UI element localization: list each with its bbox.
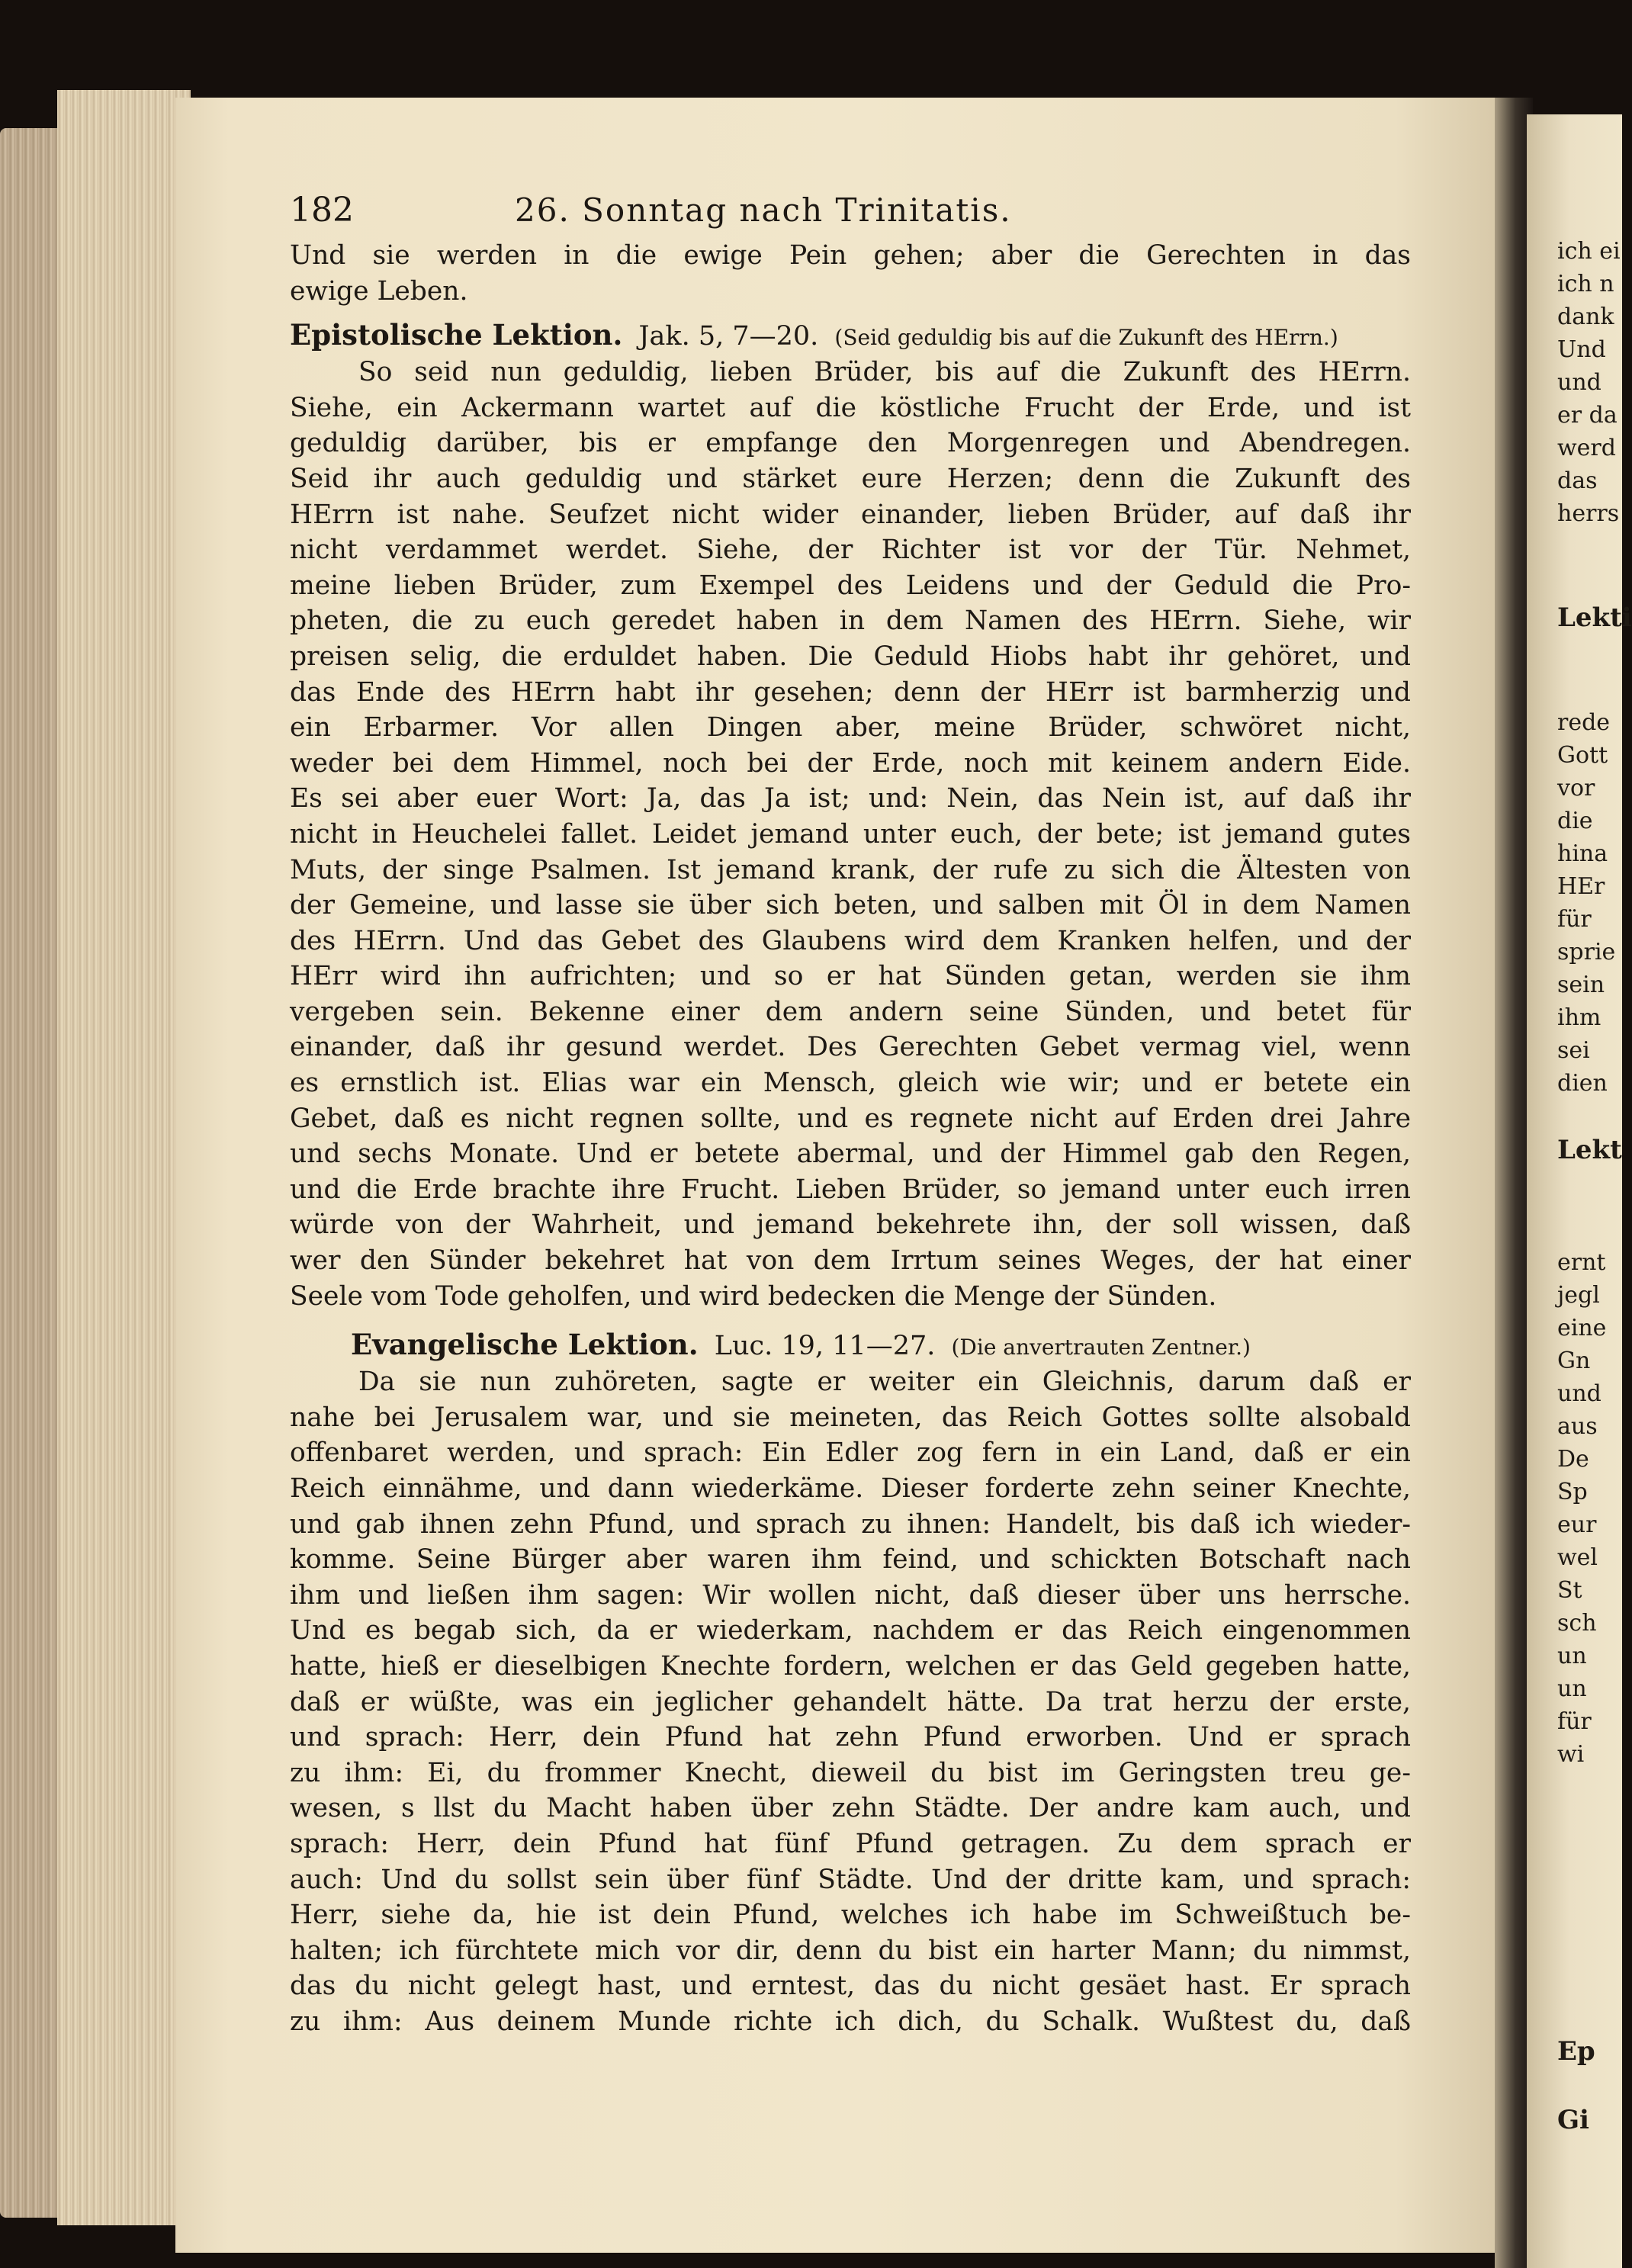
running-title: 26. Sonntag nach Trinitatis. — [515, 191, 1012, 229]
right-page-fragment: sch — [1557, 1610, 1597, 1637]
page-number: 182 — [290, 191, 354, 230]
right-page-fragment: eur — [1557, 1511, 1597, 1538]
text-line: Gebet, daß es nicht regnen sollte, und es regnete nicht auf Erden drei Jahre — [290, 1103, 1411, 1134]
right-page-fragment: das — [1557, 467, 1598, 494]
text-line: Herr, siehe da, hie ist dein Pfund, welches ich habe im Schweißtuch be- — [290, 1900, 1411, 1931]
text-line: hatte, hieß er dieselbigen Knechte fordern, welchen er das Geld gegeben hatte, — [290, 1650, 1411, 1682]
right-page-fragment: Gott — [1557, 742, 1608, 769]
text-line: Da sie nun zuhöreten, sagte er weiter ein Gleichnis, darum daß er — [358, 1367, 1411, 1398]
gospel-reference: Luc. 19, 11—27. — [714, 1331, 936, 1362]
right-page-heading-fragment: Gi — [1557, 2105, 1589, 2135]
text-line: Reich einnähme, und dann wiederkäme. Dieser forderte zehn seiner Knechte, — [290, 1473, 1411, 1504]
epistle-topic: (Seid geduldig bis auf die Zukunft des HErrn.) — [834, 325, 1338, 351]
text-line: auch: Und du sollst sein über fünf Städte. Und der dritte kam, und sprach: — [290, 1864, 1411, 1895]
gospel-text — [290, 1364, 1411, 2039]
epistle-text — [290, 355, 1411, 1314]
text-line: Und es begab sich, da er wiederkam, nachdem er das Reich eingenommen — [290, 1615, 1411, 1646]
text-line: nicht verdammet werdet. Siehe, der Richter ist vor der Tür. Nehmet, — [290, 535, 1411, 566]
right-page-fragment: sprie — [1557, 939, 1616, 965]
text-line: weder bei dem Himmel, noch bei der Erde, noch mit keinem andern Eide. — [290, 747, 1411, 779]
epistle-title: Epistolische Lektion. — [290, 318, 623, 352]
right-page — [1527, 114, 1632, 2268]
right-page-fragment: sein — [1557, 972, 1605, 998]
text-line: sprach: Herr, dein Pfund hat fünf Pfund getragen. Zu dem sprach er — [290, 1828, 1411, 1859]
text-line: zu ihm: Ei, du frommer Knecht, dieweil du bist im Geringsten treu ge- — [290, 1757, 1411, 1788]
text-line: offenbaret werden, und sprach: Ein Edler zog fern in ein Land, daß er ein — [290, 1438, 1411, 1469]
right-page-fragment: ernt — [1557, 1249, 1606, 1276]
left-page — [175, 98, 1510, 2253]
text-line: nicht in Heuchelei fallet. Leidet jemand unter euch, der bete; ist jemand gutes — [290, 818, 1411, 850]
text-line: würde von der Wahrheit, und jemand bekehrete ihn, der soll wissen, daß — [290, 1209, 1411, 1241]
text-line: und sechs Monate. Und er betete abermal, und der Himmel gab den Regen, — [290, 1139, 1411, 1170]
right-page-fragment: eine — [1557, 1315, 1607, 1341]
text-line: pheten, die zu euch geredet haben in dem Namen des HErrn. Siehe, wir — [290, 606, 1411, 637]
text-line: HErr wird ihn aufrichten; und so er hat Sünden getan, werden sie ihm — [290, 961, 1411, 992]
text-line: komme. Seine Bürger aber waren ihm feind, und schickten Botschaft nach — [290, 1544, 1411, 1576]
right-page-fragment: für — [1557, 906, 1592, 933]
text-line: vergeben sein. Bekenne einer dem andern seine Sünden, und betet für — [290, 996, 1411, 1027]
right-page-fragment: Sp — [1557, 1479, 1588, 1505]
page-header — [290, 191, 1411, 238]
gospel-continuation — [290, 238, 1411, 309]
epistle-heading — [290, 315, 1411, 355]
right-page-fragment: wel — [1557, 1544, 1598, 1571]
right-page-fragment: HEr — [1557, 873, 1605, 900]
text-line: Seele vom Tode geholfen, und wird bedecken die Menge der Sünden. — [290, 1280, 1217, 1312]
right-page-fragment: Und — [1557, 336, 1606, 363]
right-page-fragment: ich n — [1557, 271, 1614, 297]
text-line: Muts, der singe Psalmen. Ist jemand krank, der rufe zu sich die Ältesten von — [290, 854, 1411, 885]
text-line: HErrn ist nahe. Seufzet nicht wider einander, lieben Brüder, auf daß ihr — [290, 499, 1411, 530]
text-line: und sprach: Herr, dein Pfund hat zehn Pfund erworben. Und er sprach — [290, 1722, 1411, 1753]
right-page-fragment: herrs — [1557, 500, 1620, 527]
text-line: der Gemeine, und lasse sie über sich beten, und salben mit Öl in dem Namen — [290, 890, 1411, 921]
text-line: meine lieben Brüder, zum Exempel des Leidens und der Geduld die Pro- — [290, 570, 1411, 601]
text-line: des HErrn. Und das Gebet des Glaubens wird dem Kranken helfen, und der — [290, 925, 1411, 956]
text-line: einander, daß ihr gesund werdet. Des Gerechten Gebet vermag viel, wenn — [290, 1032, 1411, 1063]
right-page-fragment: er da — [1557, 402, 1618, 429]
right-page-fragment: un — [1557, 1675, 1587, 1702]
right-page-fragment: St — [1557, 1577, 1582, 1604]
right-page-heading-fragment: Ep — [1557, 2036, 1595, 2067]
text-line: ein Erbarmer. Vor allen Dingen aber, meine Brüder, schwöret nicht, — [290, 712, 1411, 744]
text-line: es ernstlich ist. Elias war ein Mensch, gleich wie wir; und er betete ein — [290, 1068, 1411, 1099]
text-line: ewige Leben. — [290, 275, 468, 307]
text-line: Und sie werden in die ewige Pein gehen; aber die Gerechten in das — [290, 240, 1411, 271]
right-page-heading-fragment: Lekti — [1557, 602, 1632, 633]
right-page-fragment: wi — [1557, 1741, 1585, 1768]
text-line: nahe bei Jerusalem war, und sie meineten, das Reich Gottes sollte alsobald — [290, 1402, 1411, 1433]
right-page-fragment: vor — [1557, 775, 1595, 802]
right-page-fragment: und — [1557, 369, 1601, 396]
right-page-fragment: jegl — [1557, 1282, 1600, 1309]
right-page-fragment: dien — [1557, 1070, 1608, 1097]
gospel-topic: (Die anvertrauten Zentner.) — [951, 1335, 1251, 1360]
right-page-fragment: werd — [1557, 435, 1616, 461]
gospel-title: Evangelische Lektion. — [351, 1328, 699, 1362]
text-line: zu ihm: Aus deinem Munde richte ich dich, du Schalk. Wußtest du, daß — [290, 2006, 1411, 2037]
right-page-fragment: hina — [1557, 840, 1608, 867]
right-page-fragment: un — [1557, 1643, 1587, 1669]
page-edges — [57, 90, 191, 2225]
text-line: Siehe, ein Ackermann wartet auf die köstliche Frucht der Erde, und ist — [290, 392, 1411, 423]
text-line: daß er wüßte, was ein jeglicher gehandelt hätte. Da trat herzu der erste, — [290, 1686, 1411, 1717]
text-line: das Ende des HErrn habt ihr gesehen; denn der HErr ist barmherzig und — [290, 676, 1411, 708]
text-line: So seid nun geduldig, lieben Brüder, bis auf die Zukunft des HErrn. — [358, 357, 1411, 388]
text-line: halten; ich fürchtete mich vor dir, denn du bist ein harter Mann; du nimmst, — [290, 1935, 1411, 1966]
right-page-fragment: ihm — [1557, 1004, 1601, 1031]
right-page-fragment: De — [1557, 1446, 1589, 1473]
right-page-fragment: aus — [1557, 1413, 1598, 1440]
gospel-heading — [290, 1325, 1411, 1364]
right-page-fragment: dank — [1557, 304, 1614, 330]
right-page-heading-fragment: Lekt — [1557, 1135, 1622, 1165]
right-page-fragment: rede — [1557, 709, 1611, 736]
text-column — [290, 191, 1411, 2040]
right-page-fragment: für — [1557, 1708, 1592, 1735]
right-page-fragment: Gn — [1557, 1348, 1591, 1374]
text-line: Seid ihr auch geduldig und stärket eure Herzen; denn die Zukunft des — [290, 463, 1411, 494]
text-line: wer den Sünder bekehret hat von dem Irrtum seines Weges, der hat einer — [290, 1245, 1411, 1277]
text-line: wesen, s llst du Macht haben über zehn Städte. Der andre kam auch, und — [290, 1793, 1411, 1824]
right-page-fragment: und — [1557, 1380, 1601, 1407]
text-line: preisen selig, die erduldet haben. Die Geduld Hiobs habt ihr gehöret, und — [290, 641, 1411, 672]
text-line: das du nicht gelegt hast, und erntest, das du nicht gesäet hast. Er sprach — [290, 1971, 1411, 2002]
text-line: und gab ihnen zehn Pfund, und sprach zu ihnen: Handelt, bis daß ich wieder- — [290, 1508, 1411, 1540]
right-page-fragment: die — [1557, 808, 1593, 834]
text-line: ihm und ließen ihm sagen: Wir wollen nicht, daß dieser über uns herrsche. — [290, 1579, 1411, 1611]
text-line: geduldig darüber, bis er empfange den Morgenregen und Abendregen. — [290, 428, 1411, 459]
text-line: Es sei aber euer Wort: Ja, das Ja ist; und: Nein, das Nein ist, auf daß ihr — [290, 783, 1411, 814]
epistle-reference: Jak. 5, 7—20. — [638, 321, 819, 352]
right-page-fragment: ich ei — [1557, 238, 1621, 265]
right-page-fragment: sei — [1557, 1037, 1590, 1064]
text-line: und die Erde brachte ihre Frucht. Lieben Brüder, so jemand unter euch irren — [290, 1174, 1411, 1205]
